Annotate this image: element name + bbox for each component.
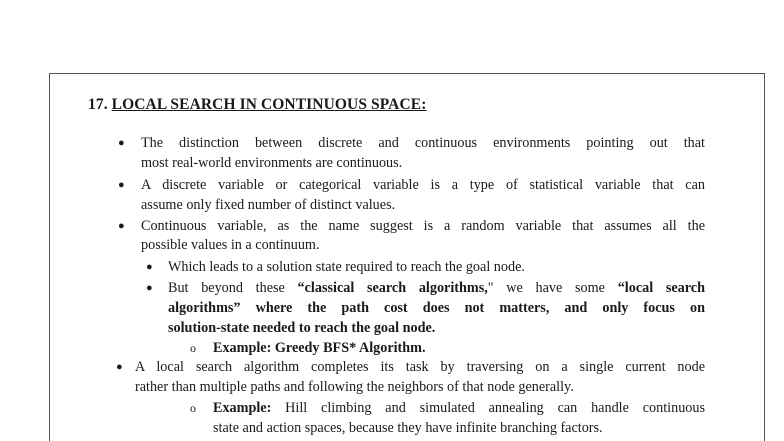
circle-bullet-icon: o	[190, 401, 196, 415]
example-2-text: Hill climbing and simulated annealing can handle continuous	[271, 400, 705, 416]
circle-bullet-icon: o	[190, 341, 196, 355]
sub-bullet-2-bold-1: “classical search algorithms,	[297, 280, 488, 296]
bullet-icon: ●	[118, 220, 125, 232]
sub-bullet-2-bold-line-2: algorithms” where the path cost does not matters, and only focus on	[168, 300, 705, 316]
example-2-label: Example:	[213, 400, 272, 416]
bullet-2-line-2: assume only fixed number of distinct values.	[141, 197, 396, 213]
sub-bullet-2-line-2	[168, 298, 705, 318]
sub-bullet-2-bold-line-3: solution-state needed to reach the goal node.	[168, 320, 436, 336]
sub-bullet-2-line-3	[168, 318, 435, 338]
sub-bullet-icon: ●	[146, 261, 153, 273]
section-number: 17.	[88, 96, 108, 113]
sub-bullet-2-bold-2: “local search	[617, 280, 705, 296]
bullet-icon: ●	[116, 361, 123, 373]
sub-bullet-1: Which leads to a solution state required to reach the goal node.	[168, 259, 525, 275]
example-2-line-1	[213, 398, 705, 418]
section-title: LOCAL SEARCH IN CONTINUOUS SPACE:	[111, 96, 427, 113]
bullet-4-line-2: rather than multiple paths and following the neighbors of that node generally.	[135, 379, 574, 395]
bullet-1-line-2: most real-world environments are continuous.	[141, 155, 403, 171]
bullet-1-line-1: The distinction between discrete and continuous environments pointing out that	[141, 135, 705, 151]
example-1	[213, 338, 426, 358]
example-1-text: Example: Greedy BFS* Algorithm.	[213, 340, 426, 356]
example-2-line-2: state and action spaces, because they have infinite branching factors.	[213, 420, 603, 436]
bullet-2-line-1: A discrete variable or categorical variable is a type of statistical variable that can	[141, 177, 705, 193]
sub-bullet-icon: ●	[146, 282, 153, 294]
sub-bullet-2-mid: " we have some	[487, 280, 618, 296]
bullet-icon: ●	[118, 179, 125, 191]
sub-bullet-2-line-1	[168, 278, 705, 298]
bullet-4-line-1: A local search algorithm completes its task by traversing on a single current node	[135, 359, 705, 375]
bullet-3-line-2: possible values in a continuum.	[141, 237, 320, 253]
sub-bullet-2-pre: But beyond these	[168, 280, 298, 296]
bullet-icon: ●	[118, 137, 125, 149]
bullet-3-line-1: Continuous variable, as the name suggest is a random variable that assumes all the	[141, 218, 705, 234]
